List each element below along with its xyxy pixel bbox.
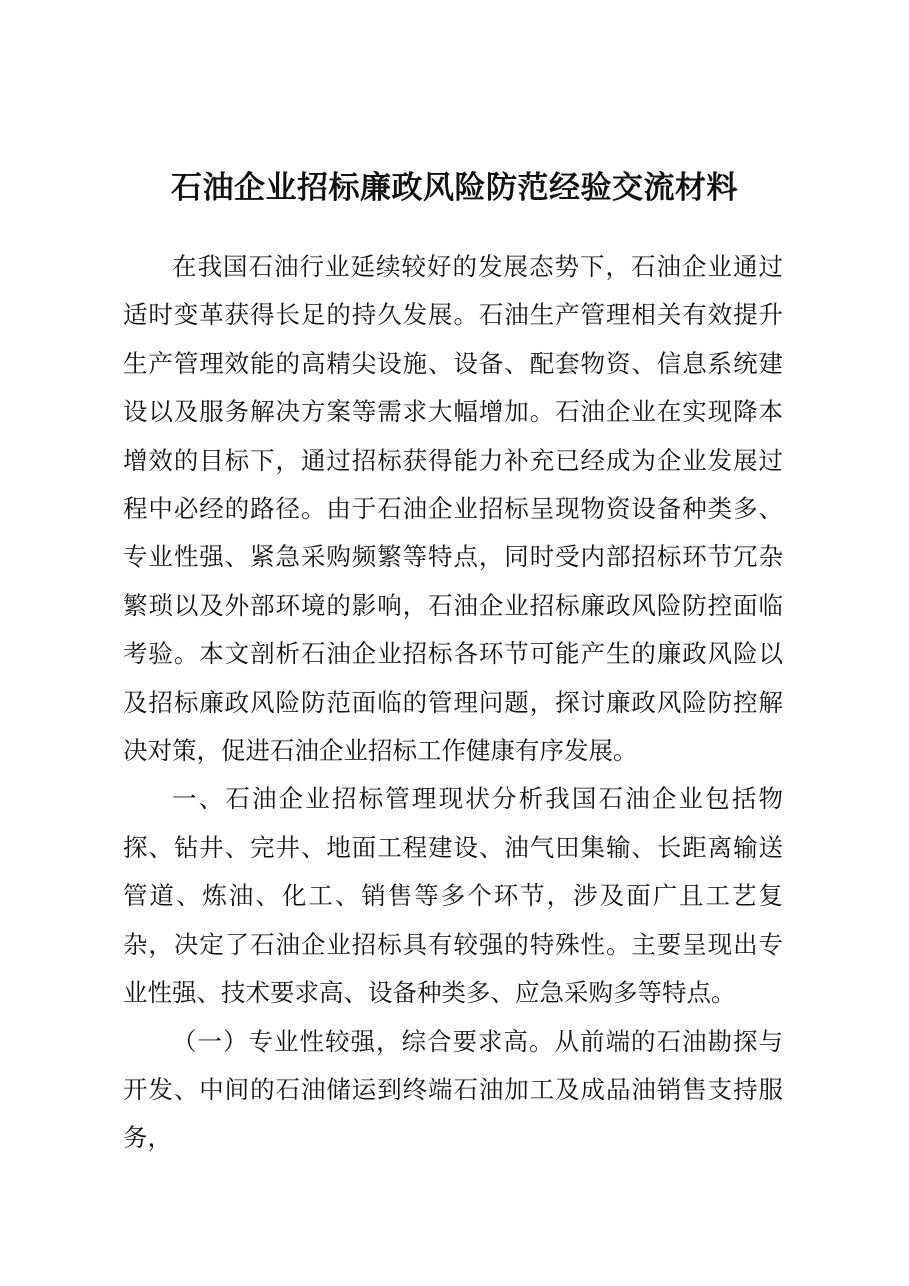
document-title: 石油企业招标廉政风险防范经验交流材料 [171,170,738,206]
paragraph-intro: 在我国石油行业延续较好的发展态势下，石油企业通过适时变革获得长足的持久发展。石油生产管理相关有效提升生产管理效能的高精尖设施、设备、配套物资、信息系统建设以及服务解决方案等需求大幅增加。石油企业在实现降本增效的目标下，通过招标获得能力补充已经成为企业发展过程中必经的路径。由于石油企业招标呈现物资设备种类多、专业性强、紧急采购频繁等特点，同时受内部招标环节冗杂繁琐以及外部环境的影响，石油企业招标廉政风险防控面临考验。本文剖析石油企业招标各环节可能产生的廉政风险以及招标廉政风险防范面临的管理问题，探讨廉政风险防控解决对策，促进石油企业招标工作健康有序发展。 [123,252,783,766]
document-body [123,243,783,1163]
paragraph-subsection-one: （一）专业性较强，综合要求高。从前端的石油勘探与开发、中间的石油储运到终端石油加工及成品油销售支持服务， [123,1026,783,1153]
paragraph-section-one: 一、石油企业招标管理现状分析我国石油企业包括物探、钻井、完井、地面工程建设、油气田集输、长距离输送管道、炼油、化工、销售等多个环节，涉及面广且工艺复杂，决定了石油企业招标具有较强的特殊性。主要呈现出专业性强、技术要求高、设备种类多、应急采购多等特点。 [123,784,783,1008]
